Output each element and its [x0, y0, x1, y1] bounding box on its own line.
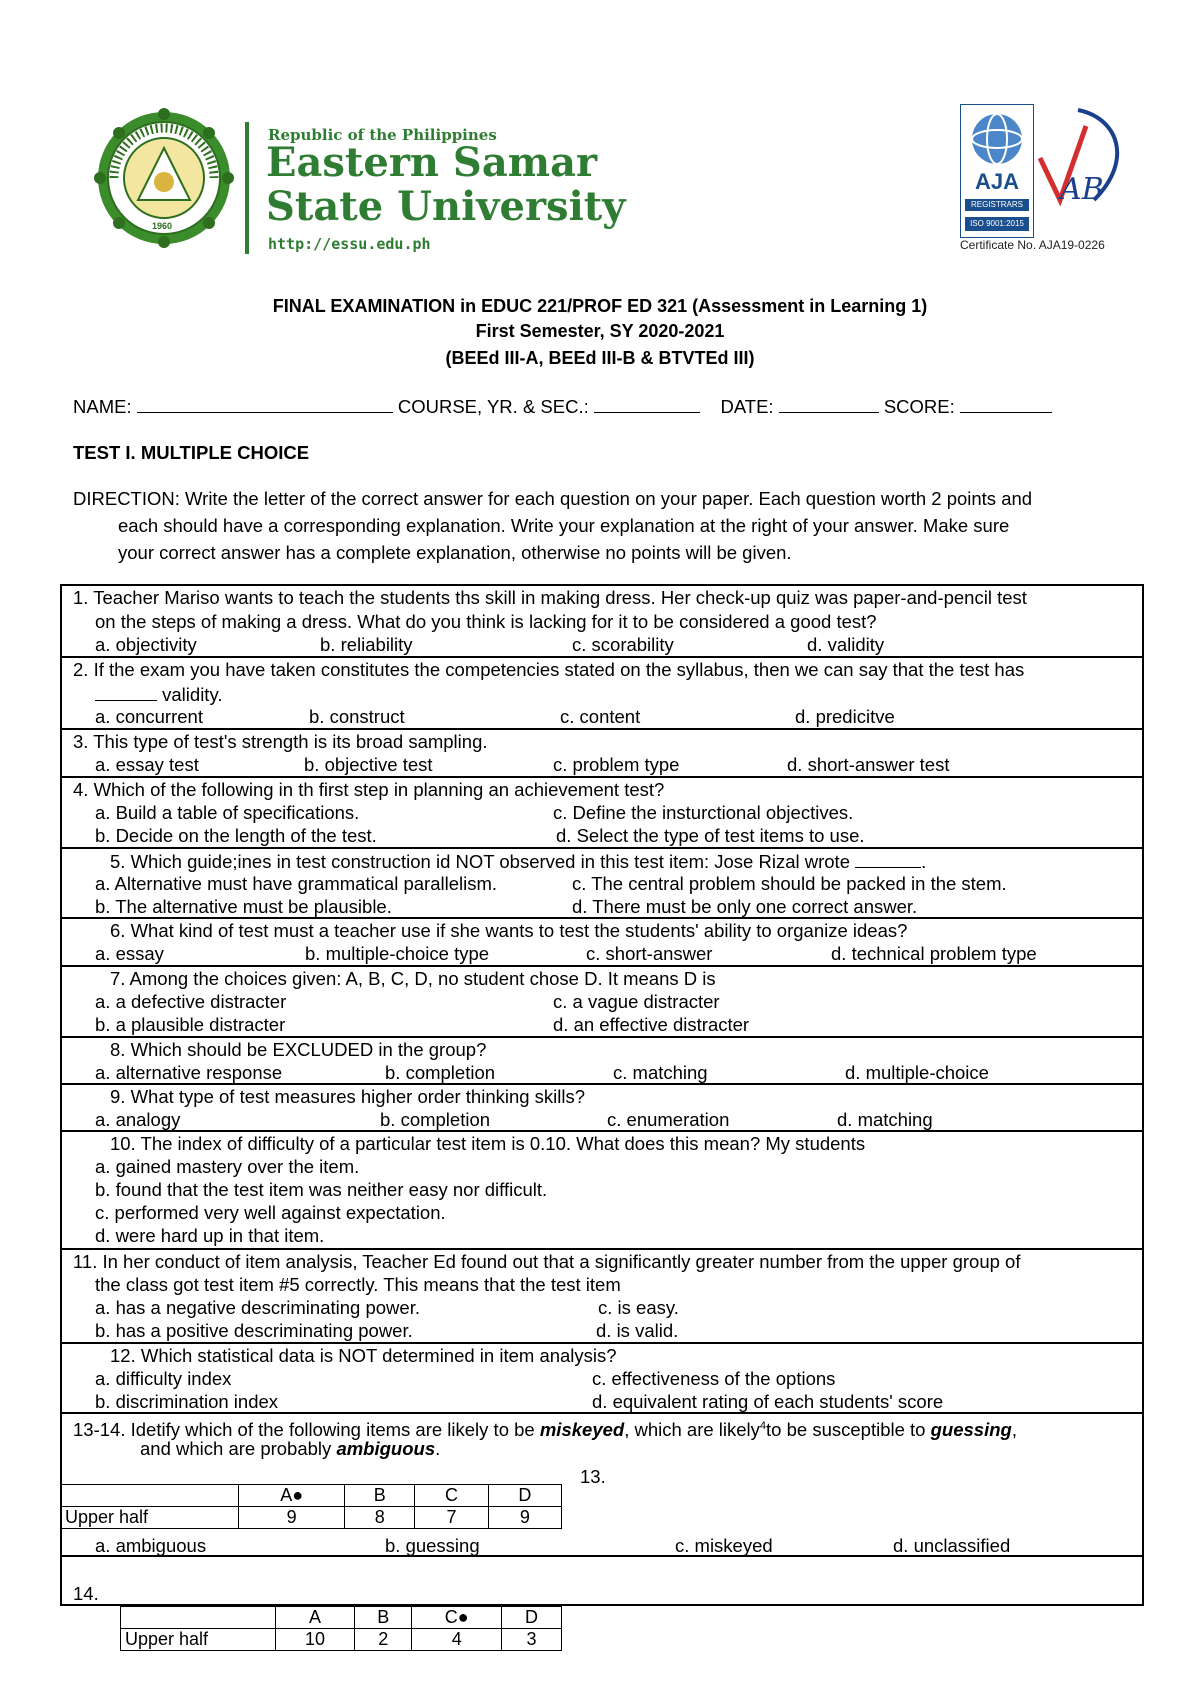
table-value: 8	[345, 1507, 415, 1529]
q3-option-b: b. objective test	[304, 754, 433, 775]
q2-option-c: c. content	[560, 706, 641, 727]
q3-option-a: a. essay test	[95, 754, 199, 775]
university-name-line1: Eastern Samar	[266, 139, 598, 186]
q1-option-b: b. reliability	[320, 634, 413, 655]
q4-stem: 4. Which of the following in th first step in planning an achievement test?	[73, 779, 665, 800]
q2-option-b: b. construct	[309, 706, 405, 727]
q5-stem: 5. Which guide;ines in test construction id NOT observed in this test item: Jose Rizal wrote .	[110, 851, 927, 872]
row-divider	[60, 656, 1144, 658]
name-blank[interactable]	[137, 395, 393, 413]
q10-option-a: a. gained mastery over the item.	[95, 1156, 360, 1177]
row-label: Upper half	[121, 1629, 276, 1651]
table-value: 7	[415, 1507, 488, 1529]
q7-option-a: a. a defective distracter	[95, 991, 287, 1012]
seal-year: 1960	[152, 221, 173, 231]
q3-stem: 3. This type of test's strength is its broad sampling.	[73, 731, 488, 752]
table-value: 2	[355, 1629, 412, 1651]
q13-number: 13.	[580, 1466, 606, 1487]
course-blank[interactable]	[594, 395, 700, 413]
q2-option-a: a. concurrent	[95, 706, 203, 727]
q13-stem-line2-text: and which are probably	[140, 1438, 332, 1459]
q6-option-c: c. short-answer	[586, 943, 713, 964]
republic-text: Republic of the Philippines	[268, 126, 497, 144]
aja-cert-logo	[960, 104, 1034, 238]
q14-number: 14.	[73, 1583, 99, 1604]
q9-option-d: d. matching	[837, 1109, 933, 1130]
q6-stem: 6. What kind of test must a teacher use if she wants to test the students' ability to organize ideas?	[110, 920, 908, 941]
q7-option-c: c. a vague distracter	[553, 991, 720, 1012]
q2-stem-line2	[95, 683, 222, 706]
q13-14-stem-line2	[140, 1438, 440, 1460]
table-header-a: A	[276, 1607, 355, 1629]
aja-text: AJA	[974, 169, 1019, 194]
q10-option-c: c. performed very well against expectation.	[95, 1202, 446, 1223]
direction-line-1: DIRECTION: Write the letter of the correct answer for each question on your paper. Each question worth 2 points and	[73, 488, 1033, 509]
table-row	[61, 1485, 562, 1507]
q12-option-b: b. discrimination index	[95, 1391, 279, 1412]
q5-option-a: a. Alternative must have grammatical parallelism.	[95, 873, 498, 894]
q6-option-a: a. essay	[95, 943, 164, 964]
table-value: 10	[276, 1629, 355, 1651]
q2-stem-line1: 2. If the exam you have taken constitutes the competencies stated on the syllabus, then we can say that the test has	[73, 659, 1025, 680]
q8-option-c: c. matching	[613, 1062, 708, 1083]
table-header-d: D	[488, 1485, 561, 1507]
ab-text: AB	[1060, 172, 1104, 207]
q4-option-a: a. Build a table of specifications.	[95, 802, 360, 823]
q12-option-d: d. equivalent rating of each students' score	[592, 1391, 944, 1412]
university-name-line2: State University	[266, 183, 626, 230]
q3-option-c: c. problem type	[553, 754, 680, 775]
q5-stem-text: 5. Which guide;ines in test construction id NOT observed in this test item: Jose Rizal wrote	[110, 851, 850, 872]
q4-option-c: c. Define the insturctional objectives.	[553, 802, 854, 823]
q11-option-a: a. has a negative descriminating power.	[95, 1297, 420, 1318]
q9-option-c: c. enumeration	[607, 1109, 730, 1130]
table-row	[61, 1507, 562, 1529]
q11-option-b: b. has a positive descriminating power.	[95, 1320, 413, 1341]
table-header-c: C●	[412, 1607, 502, 1629]
q4-option-b: b. Decide on the length of the test.	[95, 825, 377, 846]
q10-stem: 10. The index of difficulty of a particular test item is 0.10. What does this mean? My students	[110, 1133, 866, 1154]
row-divider	[60, 728, 1144, 730]
q3-option-d: d. short-answer test	[787, 754, 950, 775]
globe-icon	[969, 111, 1025, 167]
q2-option-d: d. predicitve	[795, 706, 895, 727]
q9-stem: 9. What type of test measures higher order thinking skills?	[110, 1086, 586, 1107]
table-header-d: D	[502, 1607, 562, 1629]
q13-option-d: d. unclassified	[893, 1535, 1011, 1556]
q11-option-d: d. is valid.	[596, 1320, 679, 1341]
table-header-b: B	[345, 1485, 415, 1507]
iso-badge: ISO 9001:2015	[965, 217, 1029, 231]
q13-stem-mid: , which are likely	[624, 1419, 760, 1441]
course-label: COURSE, YR. & SEC.:	[397, 396, 589, 417]
q8-option-b: b. completion	[385, 1062, 496, 1083]
q13-option-a: a. ambiguous	[95, 1535, 207, 1556]
q13-option-b: b. guessing	[385, 1535, 480, 1556]
row-divider	[60, 1248, 1144, 1250]
q6-option-b: b. multiple-choice type	[305, 943, 490, 964]
q11-stem-line2: the class got test item #5 correctly. This means that the test item	[95, 1274, 621, 1295]
table-cell-blank	[61, 1485, 239, 1507]
table-row	[121, 1629, 562, 1651]
q8-stem: 8. Which should be EXCLUDED in the group?	[110, 1039, 487, 1060]
q7-option-b: b. a plausible distracter	[95, 1014, 286, 1035]
certificate-number: Certificate No. AJA19-0226	[960, 238, 1105, 252]
q10-option-b: b. found that the test item was neither easy nor difficult.	[95, 1179, 548, 1200]
table-cell-blank	[121, 1607, 276, 1629]
q13-stem-mid2: to be susceptible to	[766, 1419, 926, 1441]
table-row	[121, 1607, 562, 1629]
row-divider	[60, 965, 1144, 967]
name-label: NAME:	[73, 396, 132, 417]
q13-comma: ,	[1011, 1419, 1017, 1441]
direction-line-2: each should have a corresponding explanation. Write your explanation at the right of your answer. Make sure	[118, 515, 1010, 536]
q6-option-d: d. technical problem type	[831, 943, 1037, 964]
test-heading: TEST I. MULTIPLE CHOICE	[73, 442, 310, 463]
row-divider	[60, 1342, 1144, 1344]
table-value: 4	[412, 1629, 502, 1651]
guessing-term: guessing	[930, 1419, 1012, 1441]
ambiguous-term: ambiguous	[336, 1438, 436, 1459]
score-label: SCORE:	[883, 396, 955, 417]
q13-option-c: c. miskeyed	[675, 1535, 773, 1556]
table-value: 9	[239, 1507, 345, 1529]
q12-option-a: a. difficulty index	[95, 1368, 232, 1389]
q9-option-b: b. completion	[380, 1109, 491, 1130]
row-divider	[60, 847, 1144, 849]
student-info-row	[73, 395, 1052, 418]
q12-option-c: c. effectiveness of the options	[592, 1368, 836, 1389]
q5-option-c: c. The central problem should be packed in the stem.	[572, 873, 1007, 894]
date-label: DATE:	[720, 396, 774, 417]
q11-stem-line1: 11. In her conduct of item analysis, Teacher Ed found out that a significantly greater number from the upper group of	[73, 1251, 1021, 1272]
q8-option-a: a. alternative response	[95, 1062, 283, 1083]
q5-option-b: b. The alternative must be plausible.	[95, 896, 392, 917]
q8-option-d: d. multiple-choice	[845, 1062, 989, 1083]
university-url: http://essu.edu.ph	[268, 235, 431, 253]
score-blank[interactable]	[960, 395, 1052, 413]
q2-blank	[95, 683, 157, 701]
box-left-border	[60, 584, 62, 1606]
q11-option-c: c. is easy.	[598, 1297, 679, 1318]
q7-option-d: d. an effective distracter	[553, 1014, 750, 1035]
q7-stem: 7. Among the choices given: A, B, C, D, no student chose D. It means D is	[110, 968, 716, 989]
q1-stem-line1: 1. Teacher Mariso wants to teach the students ths skill in making dress. Her check-up quiz was paper-and-pencil test	[73, 587, 1027, 608]
item-14-analysis-table	[120, 1606, 562, 1651]
q1-stem-line2: on the steps of making a dress. What do you think is lacking for it to be considered a good test?	[95, 611, 877, 632]
date-blank[interactable]	[779, 395, 879, 413]
table-value: 3	[502, 1629, 562, 1651]
header-divider	[245, 122, 249, 254]
row-divider	[60, 1130, 1144, 1132]
q5-option-d: d. There must be only one correct answer.	[572, 896, 918, 917]
row-divider	[60, 1036, 1144, 1038]
direction-line-3: your correct answer has a complete explanation, otherwise no points will be given.	[118, 542, 792, 563]
q2-validity-text: validity.	[162, 684, 223, 705]
miskeyed-term: miskeyed	[539, 1419, 625, 1441]
aja-registrars-bar: REGISTRARS	[965, 199, 1029, 211]
row-divider	[60, 584, 1144, 586]
exam-sections: (BEEd III-A, BEEd III-B & BTVTEd III)	[445, 348, 755, 368]
q1-option-c: c. scorability	[572, 634, 674, 655]
row-label: Upper half	[61, 1507, 239, 1529]
q12-stem: 12. Which statistical data is NOT determined in item analysis?	[110, 1345, 617, 1366]
box-right-border	[1142, 584, 1144, 1606]
q10-option-d: d. were hard up in that item.	[95, 1225, 325, 1246]
table-value: 9	[488, 1507, 561, 1529]
table-header-b: B	[355, 1607, 412, 1629]
table-header-c: C	[415, 1485, 488, 1507]
table-header-a: A●	[239, 1485, 345, 1507]
q1-option-d: d. validity	[807, 634, 885, 655]
q1-option-a: a. objectivity	[95, 634, 197, 655]
row-divider	[60, 776, 1144, 778]
q5-blank	[855, 850, 921, 868]
exam-semester: First Semester, SY 2020-2021	[475, 321, 725, 341]
q13-period: .	[435, 1438, 441, 1459]
item-13-analysis-table	[60, 1484, 562, 1529]
exam-title: FINAL EXAMINATION in EDUC 221/PROF ED 321 (Assessment in Learning 1)	[272, 296, 928, 316]
q4-option-d: d. Select the type of test items to use.	[556, 825, 865, 846]
q9-option-a: a. analogy	[95, 1109, 181, 1130]
q13-stem-text: 13-14. Idetify which of the following items are likely to be	[73, 1419, 535, 1441]
q13-stray-mark: 4	[759, 1420, 767, 1432]
